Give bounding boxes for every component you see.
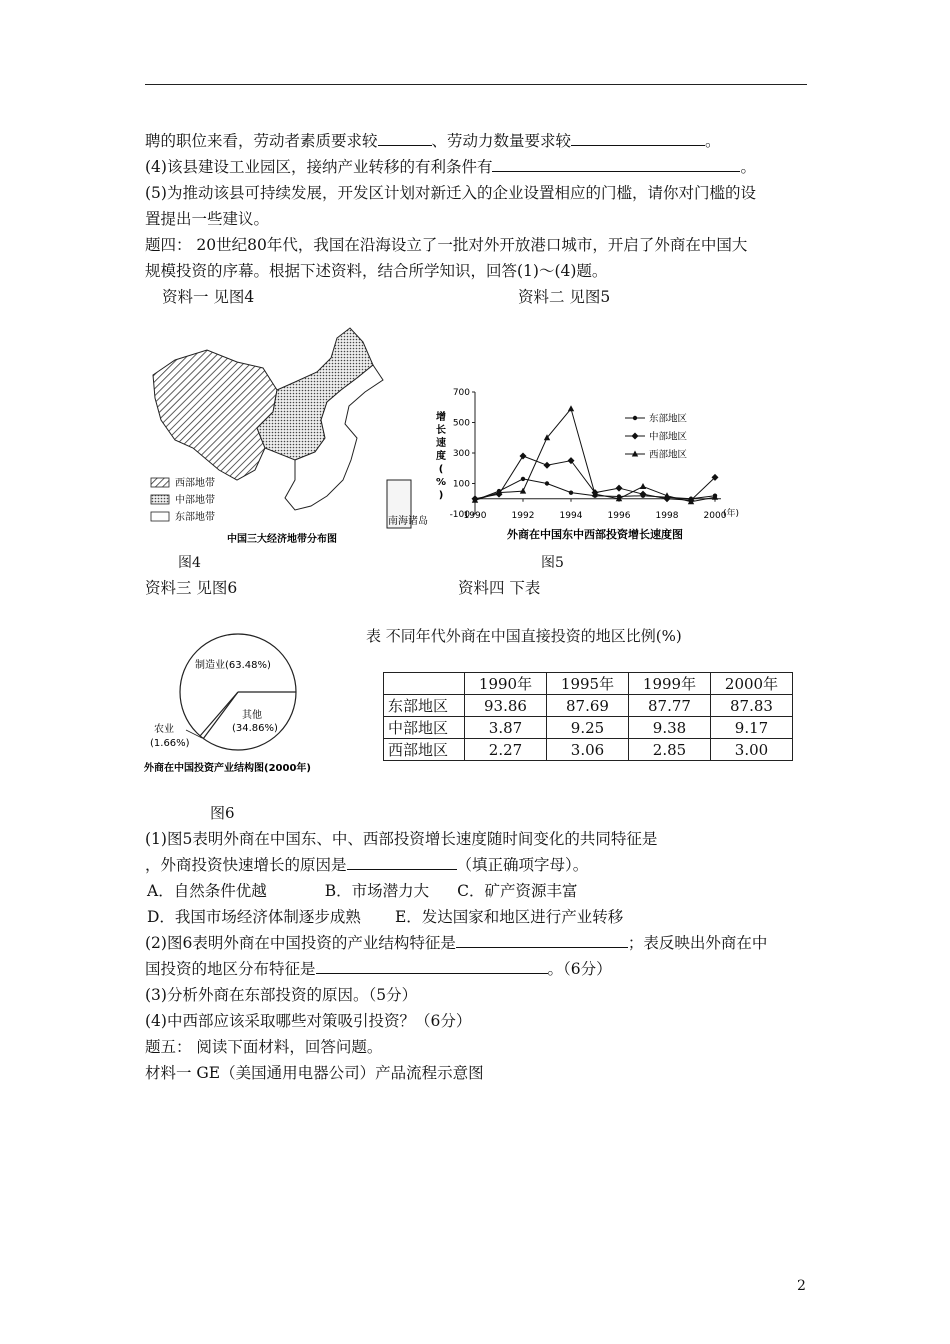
table-header-cell: 1999年 [629, 673, 711, 695]
source-label: 资料二 见图5 [518, 288, 611, 306]
answer-blank[interactable] [456, 932, 628, 948]
table-cell: 87.77 [629, 695, 711, 717]
y-tick-label: 100 [452, 479, 470, 490]
text-line: (5)为推动该县可持续发展，开发区计划对新迁入的企业设置相应的门槛，请你对门槛的设 [145, 184, 756, 202]
material-label: 材料一 GE（美国通用电器公司）产品流程示意图 [145, 1064, 484, 1082]
table-row-header: 西部地区 [384, 739, 465, 761]
y-axis-label-char: 长 [436, 425, 446, 436]
pie-label-other: 其他 [242, 710, 262, 721]
x-tick-label: 1992 [511, 511, 535, 521]
question-2: (2)图6表明外商在中国投资的产业结构特征是 ；表反映出外商在中 [145, 934, 768, 952]
legend-label: 东部地区 [649, 413, 688, 425]
pie-title: 外商在中国投资产业结构图(2000年) [144, 763, 311, 774]
legend-swatch-central [151, 495, 169, 504]
table-cell: 3.06 [547, 739, 629, 761]
inset-label: 南海诸岛 [388, 516, 428, 527]
question-1: (1)图5表明外商在中国东、中、西部投资增长速度随时间变化的共同特征是 [145, 830, 658, 848]
data-point [520, 453, 527, 460]
y-axis-label-char: ( [438, 464, 444, 475]
table-cell: 9.25 [547, 717, 629, 739]
figure-caption: 图6 [210, 804, 235, 822]
x-tick-label: 1996 [607, 511, 631, 521]
source-label: 资料三 见图6 [145, 579, 238, 597]
legend-east: 东部地带 [175, 512, 215, 523]
option-d: D．我国市场经济体制逐步成熟 [147, 908, 361, 926]
y-tick-label: -100 [449, 510, 470, 520]
question-heading: 题四： 20世纪80年代，我国在沿海设立了一批对外开放港口城市，开启了外商在中国大 [145, 236, 748, 254]
table-header-row [384, 673, 793, 695]
table-header-cell: 1995年 [547, 673, 629, 695]
x-tick-label: 1994 [559, 511, 583, 521]
text-line: 置提出一些建议。 [145, 210, 270, 228]
table-cell: 87.83 [711, 695, 793, 717]
question-heading: 题五： 阅读下面材料，回答问题。 [145, 1038, 383, 1056]
x-tick-label: 1990 [463, 511, 487, 521]
legend-swatch-west [151, 478, 169, 487]
question-2-cont: 国投资的地区分布特征是 。（6分） [145, 960, 612, 978]
question-4: (4)中西部应该采取哪些对策吸引投资？（6分） [145, 1012, 472, 1030]
header-rule [145, 84, 807, 85]
table-cell: 93.86 [465, 695, 547, 717]
option-b: B．市场潜力大 [324, 882, 430, 900]
data-point [640, 483, 646, 489]
table-row-header: 东部地区 [384, 695, 465, 717]
figure-caption: 图5 [541, 555, 564, 571]
table-cell: 3.87 [465, 717, 547, 739]
option-e: E．发达国家和地区进行产业转移 [394, 908, 624, 926]
table-header-cell: 1990年 [465, 673, 547, 695]
data-point [521, 477, 525, 481]
page-number: 2 [797, 1278, 806, 1294]
data-point [520, 488, 526, 494]
source-label: 资料四 下表 [458, 579, 541, 597]
investment-ratio-table [383, 672, 793, 761]
legend-central: 中部地带 [175, 495, 215, 506]
text-line: 聘的职位来看，劳动者素质要求较 、劳动力数量要求较 。 [145, 132, 721, 150]
x-tick-label: 1998 [655, 511, 679, 521]
option-line [147, 878, 577, 904]
figure-caption: 图4 [178, 555, 201, 571]
data-point [712, 494, 718, 500]
x-axis-label: (年) [723, 509, 740, 519]
table-cell: 2.27 [465, 739, 547, 761]
table-caption: 表 不同年代外商在中国直接投资的地区比例(%) [366, 627, 682, 645]
pie-label-manufacturing: 制造业(63.48%) [195, 660, 271, 671]
table-row [384, 717, 793, 739]
table-row [384, 739, 793, 761]
answer-blank[interactable] [571, 130, 705, 146]
answer-blank[interactable] [378, 130, 432, 146]
y-tick-label: 500 [452, 418, 470, 429]
pie-label-agriculture-percent: (1.66%) [150, 738, 190, 749]
y-tick-label: 300 [452, 449, 470, 459]
data-point [568, 405, 574, 411]
y-axis-label-char: ) [438, 490, 444, 501]
y-axis-label-char: % [435, 477, 447, 488]
answer-blank[interactable] [492, 156, 740, 172]
pie-label-other-percent: (34.86%) [232, 723, 278, 734]
industry-structure-pie [140, 630, 360, 780]
data-point [569, 490, 573, 494]
chart-title: 外商在中国东中西部投资增长速度图 [507, 528, 683, 541]
answer-blank[interactable] [347, 854, 457, 870]
table-cell: 3.00 [711, 739, 793, 761]
table-cell: 2.85 [629, 739, 711, 761]
y-axis-label-char: 速 [436, 438, 446, 449]
y-axis-label-char: 增 [436, 412, 446, 423]
legend-label: 中部地区 [649, 431, 688, 443]
question-1-cont: ，外商投资快速增长的原因是 （填正确项字母）。 [145, 856, 589, 874]
west-region-shape [153, 350, 277, 480]
table-cell: 9.17 [711, 717, 793, 739]
data-point [616, 485, 623, 492]
table-cell: 87.69 [547, 695, 629, 717]
map-title: 中国三大经济地带分布图 [227, 534, 337, 545]
data-point [545, 481, 549, 485]
table-row [384, 695, 793, 717]
x-tick-label: 2000 [703, 511, 727, 521]
question-3: (3)分析外商在东部投资的原因。（5分） [145, 986, 418, 1004]
investment-growth-chart [425, 382, 765, 544]
pie-label-agriculture: 农业 [154, 724, 174, 735]
table-header-cell: 2000年 [711, 673, 793, 695]
answer-blank[interactable] [316, 958, 548, 974]
legend-marker [633, 416, 637, 420]
legend-marker [632, 433, 639, 440]
y-tick-label: 700 [452, 388, 470, 398]
table-cell [384, 673, 465, 695]
text-line: 规模投资的序幕。根据下述资料，结合所学知识，回答(1)～(4)题。 [145, 262, 608, 280]
text-line: (4)该县建设工业园区，接纳产业转移的有利条件有 。 [145, 158, 756, 176]
option-c: C．矿产资源丰富 [457, 882, 578, 900]
china-map-figure [145, 320, 428, 550]
legend-west: 西部地带 [175, 478, 215, 489]
data-point [640, 491, 647, 498]
option-line [147, 904, 623, 930]
y-axis-label-char: 度 [436, 451, 446, 462]
table-row-header: 中部地区 [384, 717, 465, 739]
option-a: A．自然条件优越 [147, 882, 267, 900]
table-cell: 9.38 [629, 717, 711, 739]
legend-swatch-east [151, 512, 169, 521]
data-point [544, 462, 551, 469]
legend-label: 西部地区 [649, 449, 688, 461]
source-label: 资料一 见图4 [162, 288, 255, 306]
